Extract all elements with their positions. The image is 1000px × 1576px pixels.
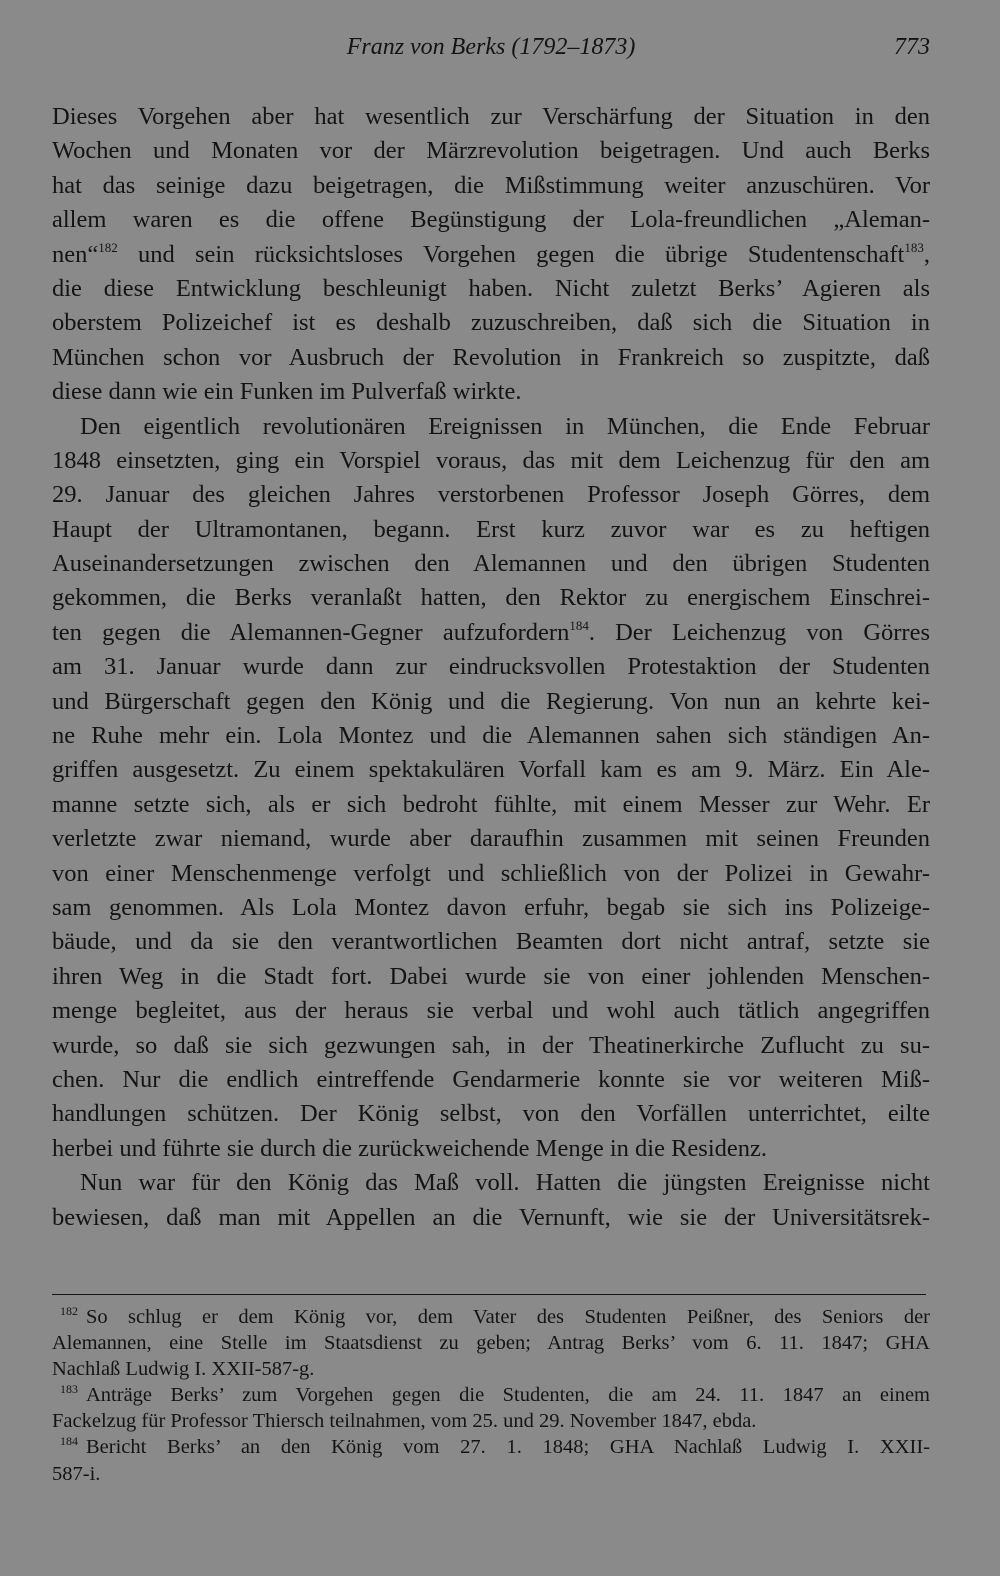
text-line: sam genommen. Als Lola Montez davon erfuhr, begab sie sich ins Polizeige- bbox=[52, 893, 930, 921]
text-line: ne Ruhe mehr ein. Lola Montez und die Alemannen sahen sich ständigen An- bbox=[52, 722, 930, 750]
page-number: 773 bbox=[894, 34, 930, 60]
text-line: am 31. Januar wurde dann zur eindrucksvollen Protestaktion der Studenten bbox=[52, 653, 930, 681]
text-line: von einer Menschenmenge verfolgt und schließlich von der Polizei in Gewahr- bbox=[52, 859, 930, 887]
text-line: menge begleitet, aus der heraus sie verbal und wohl auch tätlich angegriffen bbox=[52, 997, 930, 1025]
text-line: 1848 einsetzten, ging ein Vorspiel voraus, das mit dem Leichenzug für den am bbox=[52, 446, 930, 474]
text-line bbox=[52, 616, 930, 650]
footnote-line: 587-i. bbox=[52, 1462, 101, 1485]
text-line: hat das seinige dazu beigetragen, die Mißstimmung weiter anzuschüren. Vor bbox=[52, 171, 930, 199]
text-line: bewiesen, daß man mit Appellen an die Vernunft, wie sie der Universitätsrek- bbox=[52, 1203, 930, 1231]
footnote-line bbox=[52, 1382, 930, 1408]
footnote-183 bbox=[52, 1382, 930, 1434]
footnote-184 bbox=[52, 1434, 930, 1486]
main-text bbox=[52, 100, 930, 1235]
footnote-line: Nachlaß Ludwig I. XXII-587-g. bbox=[52, 1358, 315, 1381]
footnote-ref-183: 183 bbox=[904, 239, 924, 255]
text-line: Wochen und Monaten vor der Märzrevolution beigetragen. Und auch Berks bbox=[52, 137, 930, 165]
text-fragment: , bbox=[923, 240, 930, 268]
text-fragment: . Der Leichenzug von Görres bbox=[588, 618, 930, 646]
text-line: gekommen, die Berks veranlaßt hatten, den Rektor zu energischem Einschrei- bbox=[52, 584, 930, 612]
footnote-divider bbox=[52, 1294, 926, 1295]
footnote-number: 182 bbox=[60, 1304, 78, 1318]
text-line: handlungen schützen. Der König selbst, von den Vorfällen unterrichtet, eilte bbox=[52, 1100, 930, 1128]
footnote-line bbox=[52, 1434, 930, 1460]
text-line: Auseinandersetzungen zwischen den Alemannen und den übrigen Studenten bbox=[52, 550, 930, 578]
text-line: oberstem Polizeichef ist es deshalb zuzuschreiben, daß sich die Situation in bbox=[52, 309, 930, 337]
footnote-182 bbox=[52, 1304, 930, 1382]
running-header bbox=[52, 34, 930, 70]
text-line: allem waren es die offene Begünstigung der Lola-freundlichen „Aleman- bbox=[52, 206, 930, 234]
text-fragment: So schlug er dem König vor, dem Vater des Studenten Peißner, des Seniors der bbox=[86, 1306, 930, 1328]
paragraph-1 bbox=[52, 100, 930, 410]
text-line bbox=[52, 238, 930, 272]
text-line: Dieses Vorgehen aber hat wesentlich zur Verschärfung der Situation in den bbox=[52, 103, 930, 130]
text-line: die diese Entwicklung beschleunigt haben. Nicht zuletzt Berks’ Agieren als bbox=[52, 274, 930, 302]
text-line: verletzte zwar niemand, wurde aber daraufhin zusammen mit seinen Freunden bbox=[52, 825, 930, 853]
text-line: diese dann wie ein Funken im Pulverfaß wirkte. bbox=[52, 378, 522, 406]
text-line: herbei und führte sie durch die zurückweichende Menge in die Residenz. bbox=[52, 1134, 767, 1162]
text-line: Haupt der Ultramontanen, begann. Erst kurz zuvor war es zu heftigen bbox=[52, 515, 930, 543]
text-line: Nun war für den König das Maß voll. Hatten die jüngsten Ereignisse nicht bbox=[80, 1169, 930, 1197]
footnote-ref-182: 182 bbox=[98, 239, 118, 255]
paragraph-2 bbox=[52, 410, 930, 1167]
text-fragment: nen“ bbox=[52, 240, 99, 268]
text-line: chen. Nur die endlich eintreffende Gendarmerie konnte sie vor weiteren Miß- bbox=[52, 1065, 930, 1093]
text-line: griffen ausgesetzt. Zu einem spektakulären Vorfall kam es am 9. März. Ein Ale- bbox=[52, 756, 930, 784]
text-line: München schon vor Ausbruch der Revolution in Frankreich so zuspitzte, daß bbox=[52, 343, 930, 371]
text-fragment: Anträge Berks’ zum Vorgehen gegen die Studenten, die am 24. 11. 1847 an einem bbox=[86, 1384, 930, 1407]
text-fragment: ten gegen die Alemannen-Gegner aufzufordern bbox=[52, 618, 570, 646]
text-line: bäude, und da sie den verantwortlichen Beamten dort nicht antraf, setzte sie bbox=[52, 928, 930, 956]
footnote-line bbox=[52, 1304, 930, 1330]
text-fragment: und sein rücksichtsloses Vorgehen gegen die übrige Studentenschaft bbox=[117, 240, 905, 268]
paragraph-3 bbox=[52, 1166, 930, 1235]
footnote-line: Alemannen, eine Stelle im Staatsdienst zu geben; Antrag Berks’ vom 6. 11. 1847; GHA bbox=[52, 1332, 930, 1355]
footnote-line: Fackelzug für Professor Thiersch teilnahmen, vom 25. und 29. November 1847, ebda. bbox=[52, 1410, 757, 1433]
running-title: Franz von Berks (1792–1873) bbox=[346, 34, 636, 60]
text-line: ihren Weg in die Stadt fort. Dabei wurde sie von einer johlenden Menschen- bbox=[52, 962, 930, 990]
footnote-number: 184 bbox=[60, 1434, 78, 1449]
text-line: 29. Januar des gleichen Jahres verstorbenen Professor Joseph Görres, dem bbox=[52, 481, 930, 509]
footnote-ref-184: 184 bbox=[569, 617, 589, 633]
text-line: und Bürgerschaft gegen den König und die Regierung. Von nun an kehrte kei- bbox=[52, 687, 930, 715]
footnotes bbox=[52, 1304, 930, 1487]
footnote-number: 183 bbox=[60, 1382, 78, 1397]
text-fragment: Bericht Berks’ an den König vom 27. 1. 1848; GHA Nachlaß Ludwig I. XXII- bbox=[86, 1436, 930, 1459]
text-line: wurde, so daß sie sich gezwungen sah, in der Theatinerkirche Zuflucht zu su- bbox=[52, 1031, 930, 1059]
text-line: Den eigentlich revolutionären Ereignissen in München, die Ende Februar bbox=[80, 412, 930, 440]
text-line: manne setzte sich, als er sich bedroht fühlte, mit einem Messer zur Wehr. Er bbox=[52, 790, 930, 818]
